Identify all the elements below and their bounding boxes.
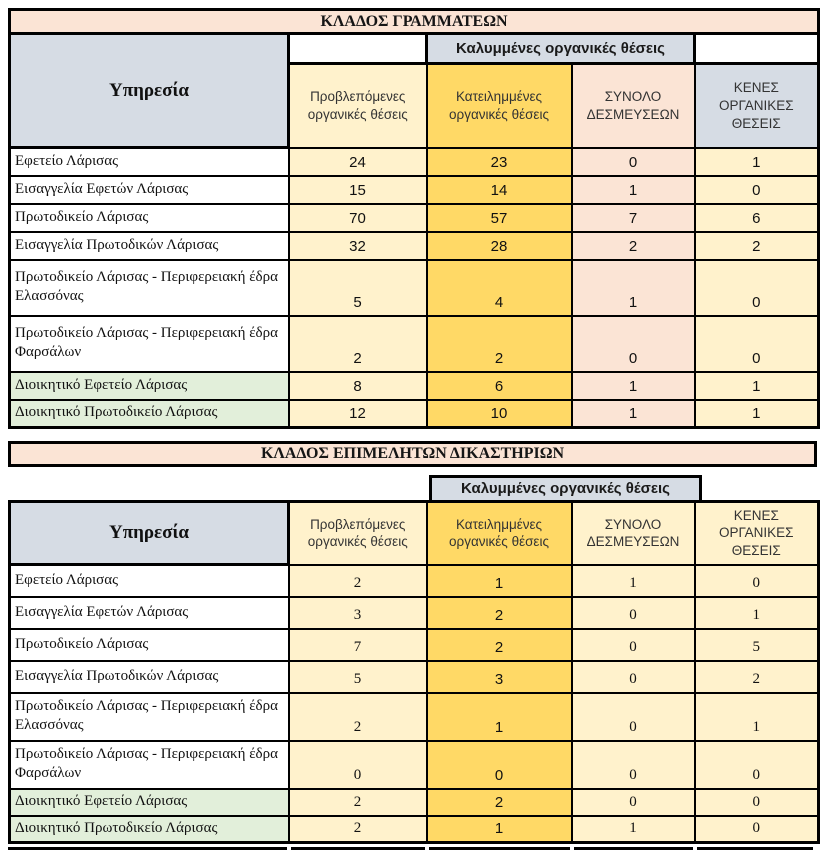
- value-cell: 23: [427, 148, 572, 176]
- value-cell: 2: [289, 316, 427, 372]
- table1-column-header-provided: Προβλεπόμενες οργανικές θέσεις: [289, 64, 427, 148]
- service-name-cell: Διοικητικό Εφετείο Λάρισας: [10, 789, 289, 816]
- table1-title-row: [10, 10, 819, 34]
- table2-header-area: [8, 475, 817, 844]
- service-name-cell: Πρωτοδικείο Λάρισας - Περιφερειακή έδρα Φαρσάλων: [10, 741, 289, 789]
- value-cell: 14: [427, 176, 572, 204]
- value-cell: 15: [289, 176, 427, 204]
- table1-column-header-occupied: Κατειλημμένες οργανικές θέσεις: [427, 64, 572, 148]
- table2-service-header: Υπηρεσία: [10, 502, 289, 565]
- table-row: [10, 372, 819, 400]
- service-name-cell: Εφετείο Λάρισας: [10, 148, 289, 176]
- value-cell: 0: [695, 741, 819, 789]
- value-cell: 6: [695, 204, 819, 232]
- service-name-cell: Πρωτοδικείο Λάρισας - Περιφερειακή έδρα Φαρσάλων: [10, 316, 289, 372]
- table-row: [10, 148, 819, 176]
- table-row: [10, 789, 819, 816]
- service-name-cell: Εφετείο Λάρισας: [10, 565, 289, 597]
- value-cell: 0: [572, 597, 695, 629]
- value-cell: 57: [427, 204, 572, 232]
- value-cell: 1: [572, 400, 695, 428]
- value-cell: 2: [289, 789, 427, 816]
- value-cell: 6: [427, 372, 572, 400]
- table1-title: ΚΛΑΔΟΣ ΓΡΑΜΜΑΤΕΩΝ: [10, 10, 819, 34]
- value-cell: 3: [289, 597, 427, 629]
- table-row: [10, 260, 819, 316]
- table1-spacer-cell-right: [695, 34, 819, 64]
- value-cell: 7: [572, 204, 695, 232]
- epimeliton-table: [8, 500, 820, 844]
- table2-covered-positions-header: Καλυμμένες οργανικές θέσεις: [429, 475, 702, 500]
- value-cell: 5: [289, 260, 427, 316]
- value-cell: 2: [427, 316, 572, 372]
- service-name-cell: Εισαγγελία Πρωτοδικών Λάρισας: [10, 232, 289, 260]
- value-cell: 0: [572, 661, 695, 693]
- grammateon-table: [8, 8, 820, 429]
- table-row: [10, 400, 819, 428]
- value-cell: 5: [695, 629, 819, 661]
- table2-column-header-commitments: ΣΥΝΟΛΟ ΔΕΣΜΕΥΣΕΩΝ: [572, 502, 695, 565]
- value-cell: 24: [289, 148, 427, 176]
- value-cell: 0: [695, 816, 819, 843]
- service-name-cell: Πρωτοδικείο Λάρισας: [10, 204, 289, 232]
- value-cell: 7: [289, 629, 427, 661]
- value-cell: 2: [572, 232, 695, 260]
- table1-spacer-cell-left: [289, 34, 427, 64]
- table-row: [10, 661, 819, 693]
- service-name-cell: Διοικητικό Πρωτοδικείο Λάρισας: [10, 816, 289, 843]
- table1-column-header-vacant: ΚΕΝΕΣ ΟΡΓΑΝΙΚΕΣ ΘΕΣΕΙΣ: [695, 64, 819, 148]
- value-cell: 12: [289, 400, 427, 428]
- table1-column-header-commitments: ΣΥΝΟΛΟ ΔΕΣΜΕΥΣΕΩΝ: [572, 64, 695, 148]
- value-cell: 1: [572, 260, 695, 316]
- table-row: [10, 741, 819, 789]
- service-name-cell: Πρωτοδικείο Λάρισας: [10, 629, 289, 661]
- value-cell: 0: [572, 741, 695, 789]
- value-cell: 0: [427, 741, 572, 789]
- value-cell: 0: [695, 565, 819, 597]
- value-cell: 1: [695, 597, 819, 629]
- value-cell: 4: [427, 260, 572, 316]
- value-cell: 1: [572, 816, 695, 843]
- table1-covered-positions-header: Καλυμμένες οργανικές θέσεις: [427, 34, 695, 64]
- table-row: [10, 316, 819, 372]
- table-row: [10, 565, 819, 597]
- value-cell: 0: [572, 148, 695, 176]
- value-cell: 1: [572, 565, 695, 597]
- value-cell: 2: [427, 789, 572, 816]
- value-cell: 0: [572, 316, 695, 372]
- value-cell: 0: [695, 789, 819, 816]
- value-cell: 2: [427, 597, 572, 629]
- value-cell: 8: [289, 372, 427, 400]
- value-cell: 0: [695, 316, 819, 372]
- value-cell: 2: [427, 629, 572, 661]
- value-cell: 0: [695, 176, 819, 204]
- value-cell: 1: [695, 372, 819, 400]
- value-cell: 1: [572, 176, 695, 204]
- table1-cover-row: [10, 34, 819, 64]
- value-cell: 2: [695, 232, 819, 260]
- value-cell: 28: [427, 232, 572, 260]
- table-row: [10, 597, 819, 629]
- service-name-cell: Εισαγγελία Εφετών Λάρισας: [10, 176, 289, 204]
- value-cell: 1: [427, 565, 572, 597]
- value-cell: 32: [289, 232, 427, 260]
- value-cell: 2: [695, 661, 819, 693]
- table-row: [10, 176, 819, 204]
- value-cell: 5: [289, 661, 427, 693]
- value-cell: 3: [427, 661, 572, 693]
- service-name-cell: Διοικητικό Πρωτοδικείο Λάρισας: [10, 400, 289, 428]
- service-name-cell: Πρωτοδικείο Λάρισας - Περιφερειακή έδρα Ελασσόνας: [10, 693, 289, 741]
- table2-column-header-occupied: Κατειλημμένες οργανικές θέσεις: [427, 502, 572, 565]
- value-cell: 1: [427, 693, 572, 741]
- service-name-cell: Εισαγγελία Πρωτοδικών Λάρισας: [10, 661, 289, 693]
- value-cell: 0: [572, 629, 695, 661]
- value-cell: 2: [289, 693, 427, 741]
- value-cell: 10: [427, 400, 572, 428]
- service-name-cell: Πρωτοδικείο Λάρισας - Περιφερειακή έδρα Ελασσόνας: [10, 260, 289, 316]
- epimeliton-section: [8, 441, 817, 850]
- value-cell: 1: [695, 400, 819, 428]
- value-cell: 0: [289, 741, 427, 789]
- table2-title: ΚΛΑΔΟΣ ΕΠΙΜΕΛΗΤΩΝ ΔΙΚΑΣΤΗΡΙΩΝ: [8, 441, 817, 467]
- value-cell: 0: [572, 693, 695, 741]
- value-cell: 2: [289, 565, 427, 597]
- grammateon-section: [8, 8, 817, 429]
- value-cell: 1: [695, 148, 819, 176]
- table-row: [10, 629, 819, 661]
- cut-off-next-row: [8, 847, 817, 850]
- table-row: [10, 204, 819, 232]
- table-row: [10, 816, 819, 843]
- table-row: [10, 232, 819, 260]
- value-cell: 0: [695, 260, 819, 316]
- value-cell: 1: [695, 693, 819, 741]
- service-name-cell: Εισαγγελία Εφετών Λάρισας: [10, 597, 289, 629]
- table1-service-header: Υπηρεσία: [10, 34, 289, 148]
- value-cell: 70: [289, 204, 427, 232]
- value-cell: 1: [427, 816, 572, 843]
- value-cell: 2: [289, 816, 427, 843]
- service-name-cell: Διοικητικό Εφετείο Λάρισας: [10, 372, 289, 400]
- table2-column-header-provided: Προβλεπόμενες οργανικές θέσεις: [289, 502, 427, 565]
- table2-column-header-vacant: ΚΕΝΕΣ ΟΡΓΑΝΙΚΕΣ ΘΕΣΕΙΣ: [695, 502, 819, 565]
- value-cell: 0: [572, 789, 695, 816]
- table-row: [10, 693, 819, 741]
- value-cell: 1: [572, 372, 695, 400]
- table2-header-row: [10, 502, 819, 565]
